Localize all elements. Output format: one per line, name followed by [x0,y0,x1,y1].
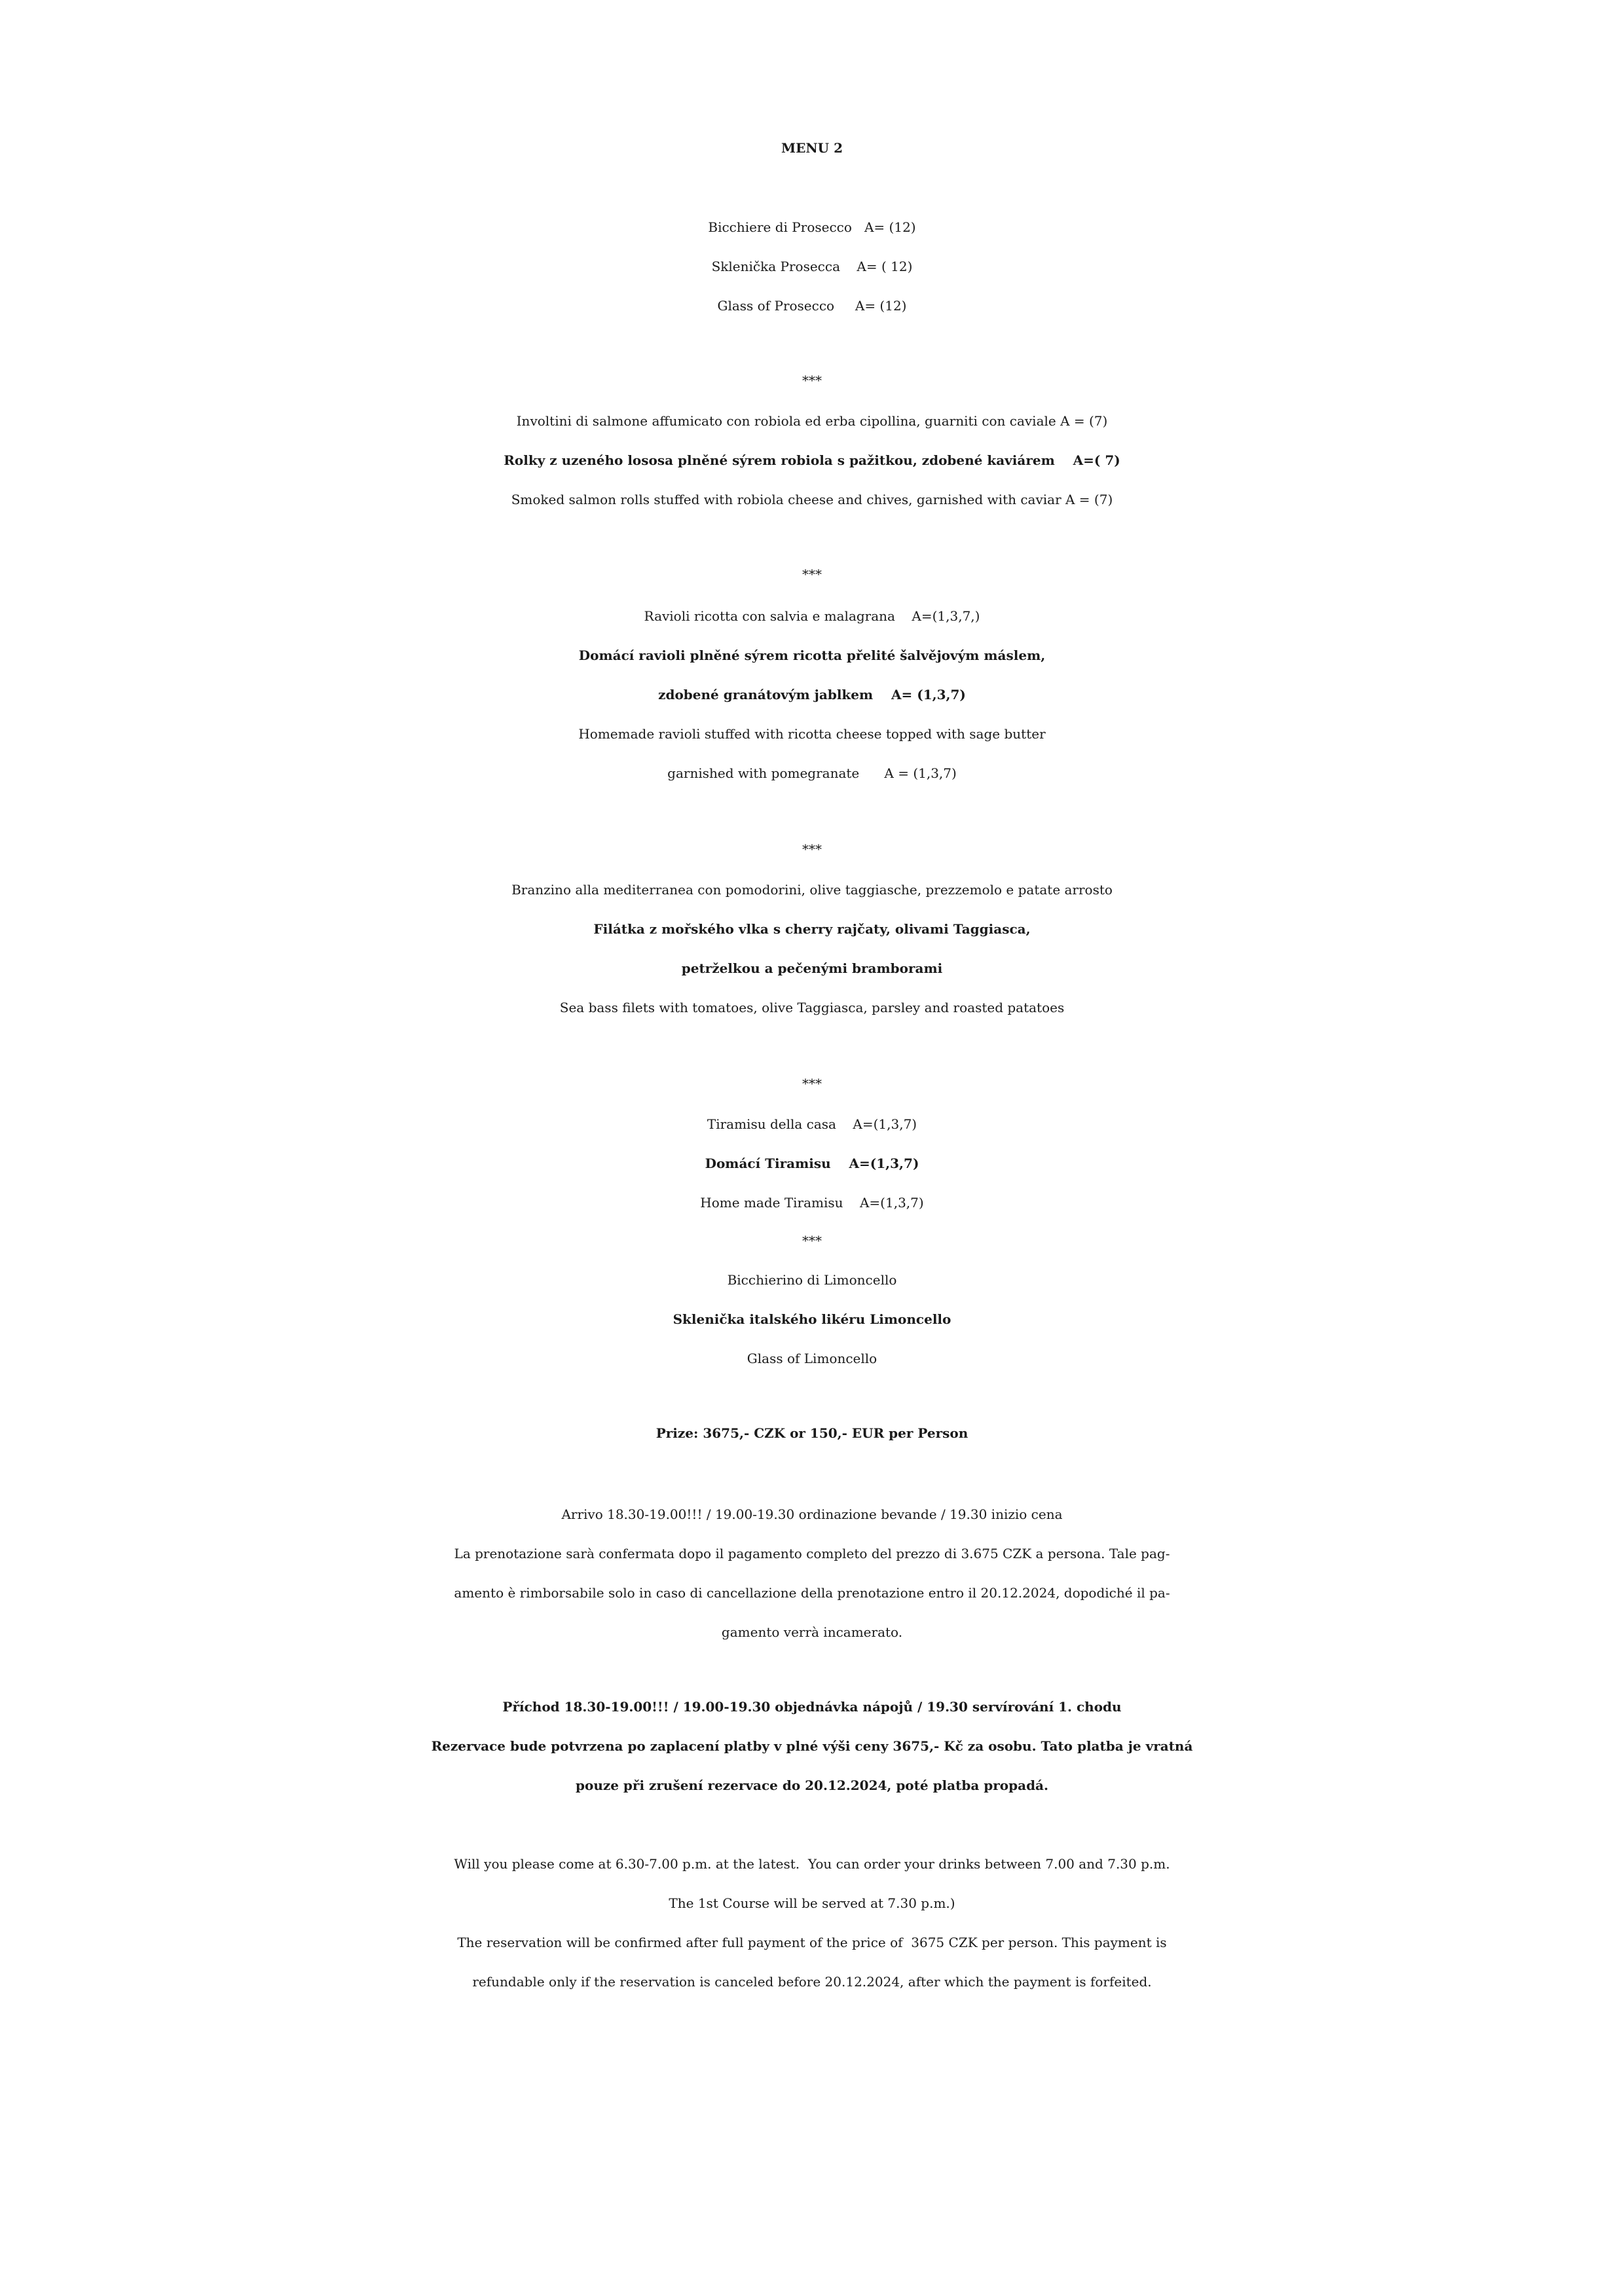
starter-english: Smoked salmon rolls stuffed with robiola cheese and chives, garnished with caviar A = (7) [511,492,1113,507]
separator: *** [802,1233,822,1248]
italian-info-line-1: Arrivo 18.30-19.00!!! / 19.00-19.30 ordinazione bevande / 19.30 inizio cena [561,1506,1063,1522]
english-info-line-2: The 1st Course will be served at 7.30 p.m.) [669,1895,955,1911]
price: Prize: 3675,- CZK or 150,- EUR per Person [655,1425,969,1441]
english-info-line-3: The reservation will be confirmed after full payment of the price of 3675 CZK per person. This payment is [457,1935,1167,1950]
italian-info-line-4: gamento verrà incamerato. [721,1624,903,1640]
dessert-italian: Tiramisu della casa A=(1,3,7) [707,1116,917,1132]
starter-czech: Rolky z uzeného lososa plněné sýrem robiola s pažitkou, zdobené kaviárem A=( 7) [504,452,1120,468]
pasta-czech-line-1: Domácí ravioli plněné sýrem ricotta přelité šalvějovým máslem, [578,647,1046,663]
italian-info-line-3: amento è rimborsabile solo in caso di cancellazione della prenotazione entro il 20.12.2024, dopodiché il pa- [454,1585,1170,1601]
separator: *** [802,373,822,388]
aperitif-czech: Sklenička Prosecca A= ( 12) [711,259,913,274]
english-info-line-1: Will you please come at 6.30-7.00 p.m. at the latest. You can order your drinks between 7.00 and 7.30 p.m. [454,1856,1170,1872]
czech-info-line-3: pouze při zrušení rezervace do 20.12.2024, poté platba propadá. [576,1777,1048,1793]
pasta-czech-line-2: zdobené granátovým jablkem A= (1,3,7) [658,687,966,702]
czech-info-line-1: Příchod 18.30-19.00!!! / 19.00-19.30 objednávka nápojů / 19.30 servírování 1. chodu [502,1699,1122,1715]
dessert-czech: Domácí Tiramisu A=(1,3,7) [705,1156,919,1171]
menu-title: MENU 2 [781,140,843,156]
pasta-english-line-2: garnished with pomegranate A = (1,3,7) [667,765,957,781]
czech-info-line-2: Rezervace bude potvrzena po zaplacení platby v plné výši ceny 3675,- Kč za osobu. Tato platba je vratná [431,1738,1193,1754]
separator: *** [802,1076,822,1091]
english-info-line-4: refundable only if the reservation is canceled before 20.12.2024, after which the payment is forfeited. [472,1974,1152,1990]
aperitif-italian: Bicchiere di Prosecco A= (12) [708,219,916,235]
starter-italian: Involtini di salmone affumicato con robiola ed erba cipollina, guarniti con caviale A = (7) [516,413,1108,429]
digestif-english: Glass of Limoncello [747,1351,877,1366]
pasta-italian: Ravioli ricotta con salvia e malagrana A=(1,3,7,) [644,608,980,624]
separator: *** [802,841,822,857]
pasta-english-line-1: Homemade ravioli stuffed with ricotta cheese topped with sage butter [578,726,1046,742]
aperitif-english: Glass of Prosecco A= (12) [717,298,907,314]
main-czech-line-2: petrželkou a pečenými bramborami [681,960,943,976]
digestif-czech: Sklenička italského likéru Limoncello [673,1311,951,1327]
main-czech-line-1: Filátka z mořského vlka s cherry rajčaty, olivami Taggiasca, [593,921,1031,937]
separator: *** [802,566,822,582]
main-english: Sea bass filets with tomatoes, olive Taggiasca, parsley and roasted patatoes [559,1000,1065,1015]
italian-info-line-2: La prenotazione sarà confermata dopo il pagamento completo del prezzo di 3.675 CZK a persona. Tale pag- [454,1546,1170,1561]
main-italian: Branzino alla mediterranea con pomodorini, olive taggiasche, prezzemolo e patate arrosto [511,882,1113,898]
digestif-italian: Bicchierino di Limoncello [727,1272,897,1288]
dessert-english: Home made Tiramisu A=(1,3,7) [700,1195,924,1211]
